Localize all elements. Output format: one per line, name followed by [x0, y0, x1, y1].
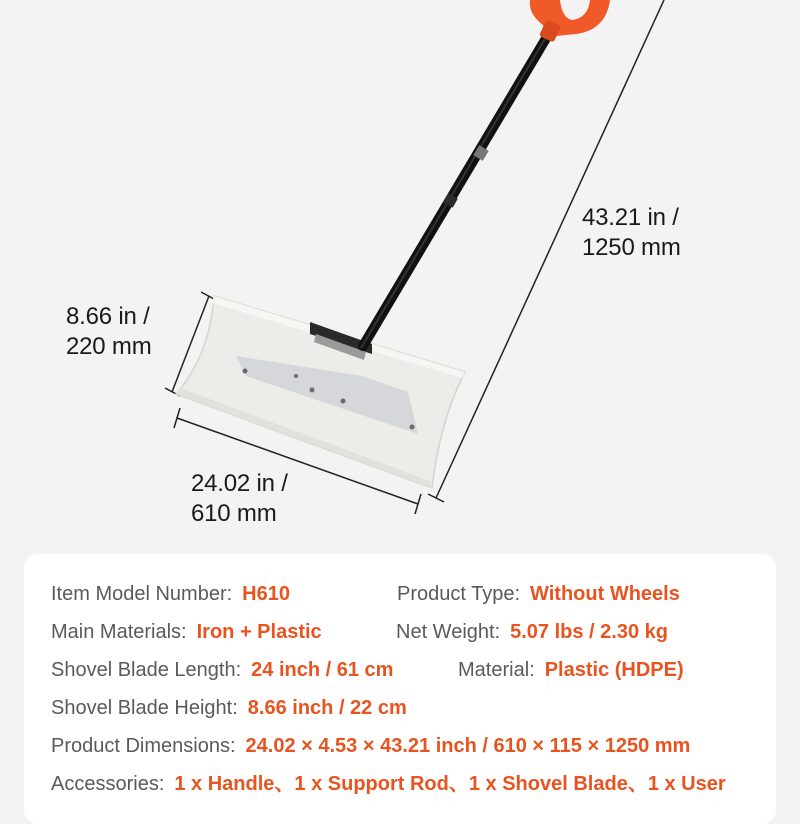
- model-label: Item Model Number:: [51, 583, 233, 605]
- shovel-blade: [176, 296, 465, 488]
- length-mm: 1250 mm: [582, 234, 681, 261]
- height-inches: 8.66 in /: [66, 303, 150, 330]
- length-dimension-label: [582, 203, 681, 263]
- accessories-label: Accessories:: [51, 773, 165, 795]
- blade-length-value: 24 inch / 61 cm: [251, 659, 394, 681]
- dimensions-value: 24.02 × 4.53 × 43.21 inch / 610 × 115 × 1250 mm: [245, 735, 691, 757]
- material-label: Material:: [458, 659, 535, 681]
- dimensions-label: Product Dimensions:: [51, 735, 236, 757]
- length-inches: 43.21 in /: [582, 204, 679, 231]
- spec-row-blade-height: [51, 695, 407, 721]
- width-mm: 610 mm: [191, 500, 277, 527]
- spec-material: [458, 657, 684, 683]
- material-value: Plastic (HDPE): [544, 659, 684, 681]
- specifications-card: [24, 554, 776, 824]
- materials-label: Main Materials:: [51, 621, 187, 643]
- spec-row-accessories: [51, 771, 726, 797]
- spec-row-dimensions: [51, 733, 690, 759]
- materials-value: Iron + Plastic: [196, 621, 322, 643]
- blade-length-label: Shovel Blade Length:: [51, 659, 242, 681]
- blade-height-label: Shovel Blade Height:: [51, 697, 238, 719]
- spec-row-model: [51, 581, 680, 607]
- spec-row-materials: [51, 619, 668, 645]
- spec-net-weight: [396, 619, 668, 645]
- product-type-label: Product Type:: [397, 583, 521, 605]
- spec-row-blade-length: [51, 657, 684, 683]
- height-mm: 220 mm: [66, 333, 152, 360]
- height-dimension-label: [66, 302, 152, 362]
- spec-product-type: [397, 581, 680, 607]
- width-dimension-label: [191, 469, 288, 529]
- accessories-value: 1 x Handle、1 x Support Rod、1 x Shovel Blade、1 x User: [174, 773, 726, 795]
- shovel-shaft: [361, 30, 551, 348]
- net-weight-value: 5.07 lbs / 2.30 kg: [510, 621, 668, 643]
- width-inches: 24.02 in /: [191, 470, 288, 497]
- net-weight-label: Net Weight:: [396, 621, 501, 643]
- product-type-value: Without Wheels: [530, 583, 680, 605]
- blade-height-value: 8.66 inch / 22 cm: [247, 697, 407, 719]
- model-value: H610: [242, 583, 290, 605]
- orange-handle: [530, 0, 610, 43]
